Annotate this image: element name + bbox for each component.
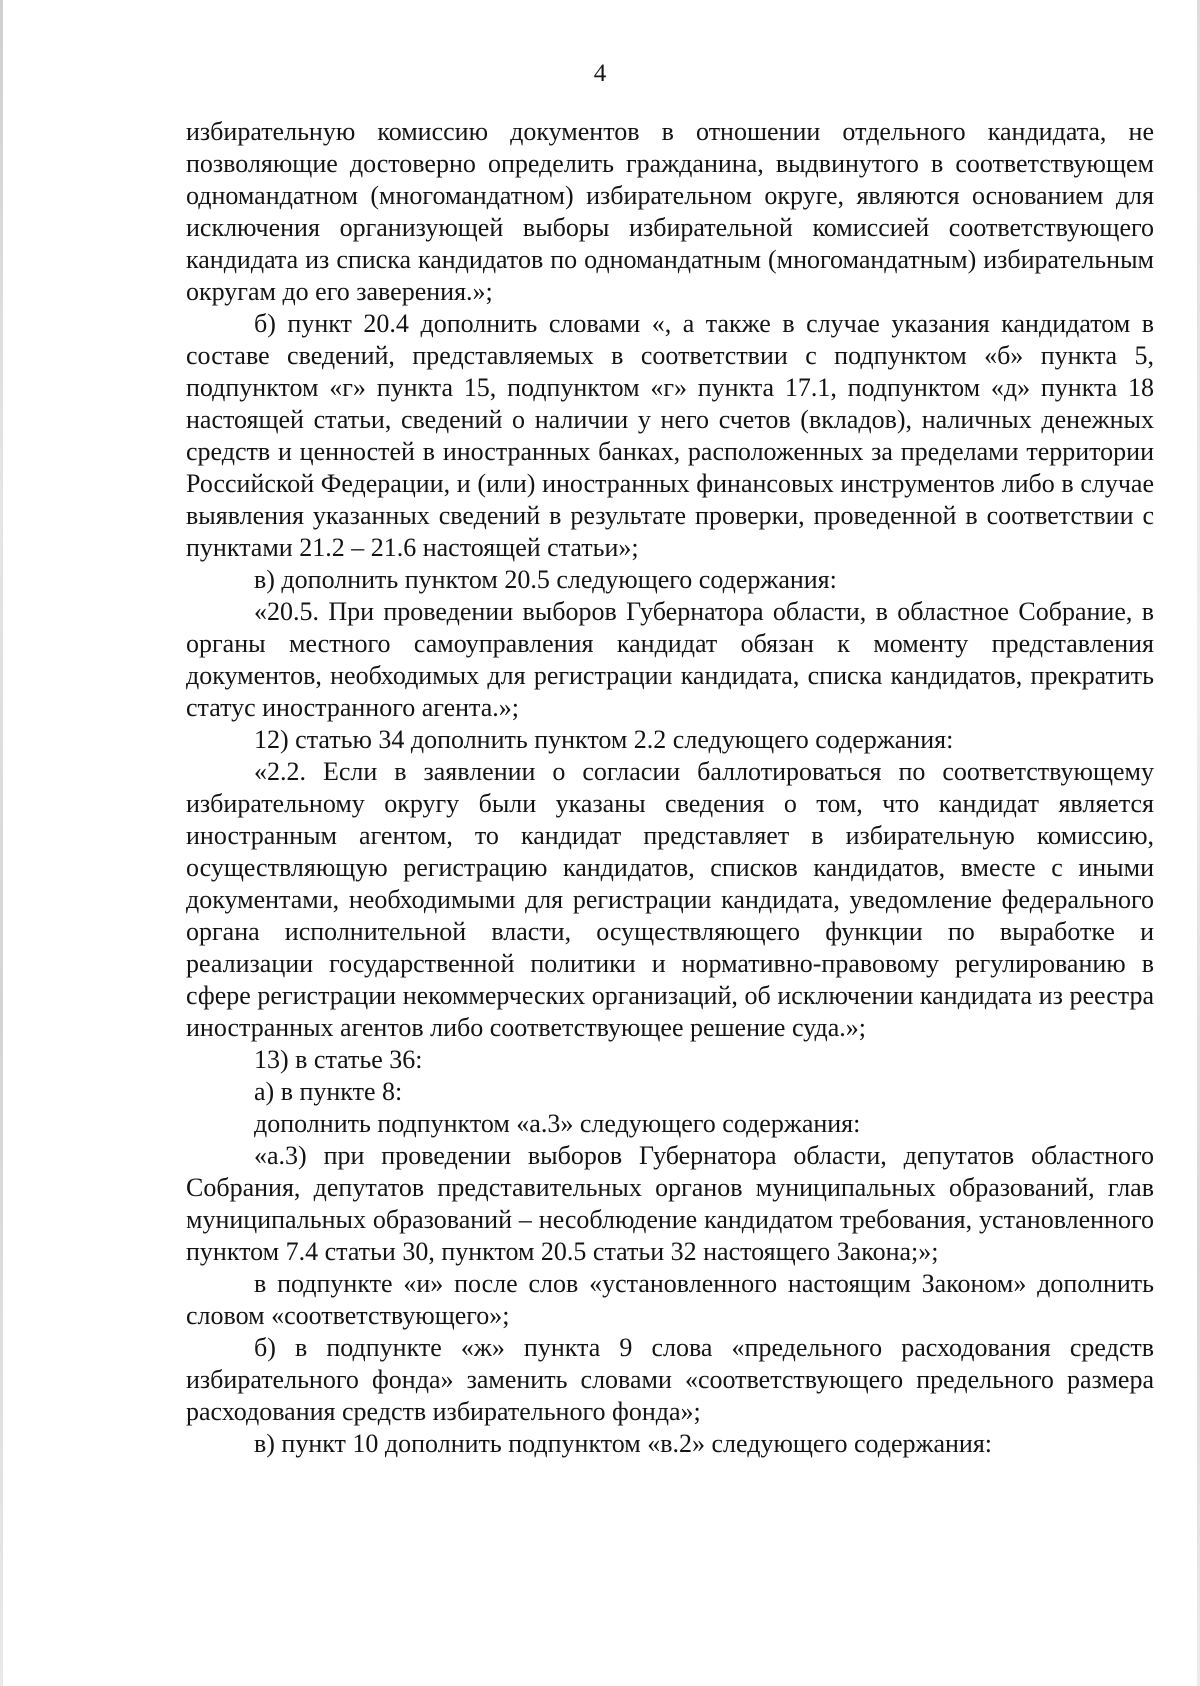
paragraph-7: 13) в статье 36: [254, 1045, 423, 1074]
page-number: 4 [593, 60, 607, 87]
paragraph-11: в подпункте «и» после слов «установленного настоящим Законом» дополнить словом «соответствующего»; [186, 1269, 1154, 1330]
paragraph-6: «2.2. Если в заявлении о согласии баллотироваться по соответствующему избирательному округу были указаны сведения о том, что кандидат является иностранным агентом, то кандидат представляет в избирательную комиссию, осуществляющую регистрацию кандидатов, списков кандидатов, вместе с иными документами, необходимыми для регистрации кандидата, уведомление федерального органа исполнительной власти, осуществляющего функции по выработке и реализации государственной политики и нормативно-правовому регулированию в сфере регистрации некоммерческих организаций, об исключении кандидата из реестра иностранных агентов либо соответствующее решение суда.»; [186, 757, 1154, 1042]
paragraph-9: дополнить подпунктом «а.3» следующего содержания: [254, 1109, 861, 1138]
paragraph-4: «20.5. При проведении выборов Губернатора области, в областное Собрание, в органы местного самоуправления кандидат обязан к моменту представления документов, необходимых для регистрации кандидата, списка кандидатов, прекратить статус иностранного агента.»; [186, 597, 1154, 722]
paragraph-1: избирательную комиссию документов в отношении отдельного кандидата, не позволяющие достоверно определить гражданина, выдвинутого в соответствующем одномандатном (многомандатном) избирательном округе, являются основанием для исключения организующей выборы избирательной комиссией соответствующего кандидата из списка кандидатов по одномандатным (многомандатным) избирательным округам до его заверения.»; [186, 117, 1154, 306]
paragraph-10: «а.3) при проведении выборов Губернатора области, депутатов областного Собрания, депутатов представительных органов муниципальных образований, глав муниципальных образований – несоблюдение кандидатом требования, установленного пунктом 7.4 статьи 30, пунктом 20.5 статьи 32 настоящего Закона;»; [186, 1141, 1154, 1266]
paragraph-8: а) в пункте 8: [254, 1077, 403, 1106]
paragraph-3: в) дополнить пунктом 20.5 следующего содержания: [254, 565, 837, 594]
paragraph-13: в) пункт 10 дополнить подпунктом «в.2» следующего содержания: [254, 1429, 993, 1458]
document-text [186, 116, 1154, 1460]
paragraph-2: б) пункт 20.4 дополнить словами «, а также в случае указания кандидатом в составе сведений, представляемых в соответствии с подпунктом «б» пункта 5, подпунктом «г» пункта 15, подпунктом «г» пункта 17.1, подпунктом «д» пункта 18 настоящей статьи, сведений о наличии у него счетов (вкладов), наличных денежных средств и ценностей в иностранных банках, расположенных за пределами территории Российской Федерации, и (или) иностранных финансовых инструментов либо в случае выявления указанных сведений в результате проверки, проведенной в соответствии с пунктами 21.2 – 21.6 настоящей статьи»; [186, 309, 1154, 562]
paragraph-5: 12) статью 34 дополнить пунктом 2.2 следующего содержания: [254, 725, 954, 754]
scan-left-edge [0, 0, 3, 1686]
paragraph-12: б) в подпункте «ж» пункта 9 слова «предельного расходования средств избирательного фонда» заменить словами «соответствующего предельного размера расходования средств избирательного фонда»; [186, 1333, 1154, 1426]
